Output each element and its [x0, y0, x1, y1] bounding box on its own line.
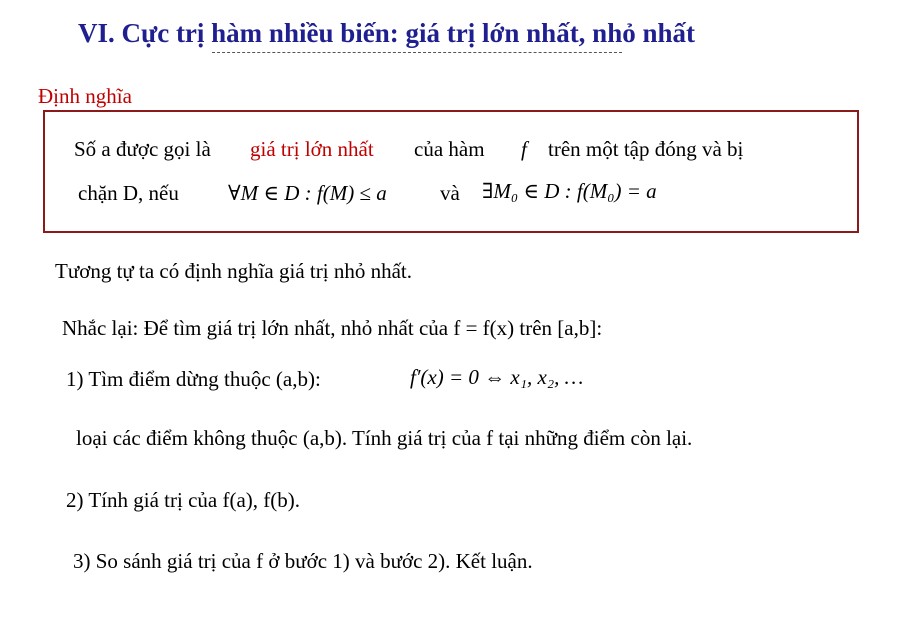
definition-box [43, 110, 859, 233]
recall-text: Nhắc lại: Để tìm giá trị lớn nhất, nhỏ nhất của f = f(x) trên [a,b]: [62, 316, 603, 340]
similar-note: Tương tự ta có định nghĩa giá trị nhỏ nhất. [55, 259, 412, 283]
step3-text: 3) So sánh giá trị của f ở bước 1) và bước 2). Kết luận. [73, 549, 533, 573]
definition-line1-mid: của hàm [414, 137, 485, 161]
step1-label: 1) Tìm điểm dừng thuộc (a,b): [66, 367, 321, 391]
function-symbol: f [521, 137, 527, 161]
definition-line1-prefix: Số a được gọi là [74, 137, 211, 161]
page-title: VI. Cực trị hàm nhiều biến: giá trị lớn nhất, nhỏ nhất [78, 18, 695, 48]
section-heading: Định nghĩa [38, 84, 132, 108]
condition-exists: ∃M₀ ∈ D : f(M₀) = a [482, 179, 657, 203]
title-divider [212, 52, 622, 53]
definition-line2-prefix: chặn D, nếu [78, 181, 179, 205]
definition-connector: và [440, 181, 460, 205]
definition-highlight: giá trị lớn nhất [250, 137, 374, 161]
definition-line1-suffix: trên một tập đóng và bị [548, 137, 744, 161]
step1-formula: f′(x) = 0 ⇔ x₁, x₂, … [410, 365, 584, 389]
condition-forall: ∀M ∈ D : f(M) ≤ a [228, 181, 387, 205]
step1-continuation: loại các điểm không thuộc (a,b). Tính giá trị của f tại những điểm còn lại. [76, 426, 693, 450]
step2-text: 2) Tính giá trị của f(a), f(b). [66, 488, 301, 512]
